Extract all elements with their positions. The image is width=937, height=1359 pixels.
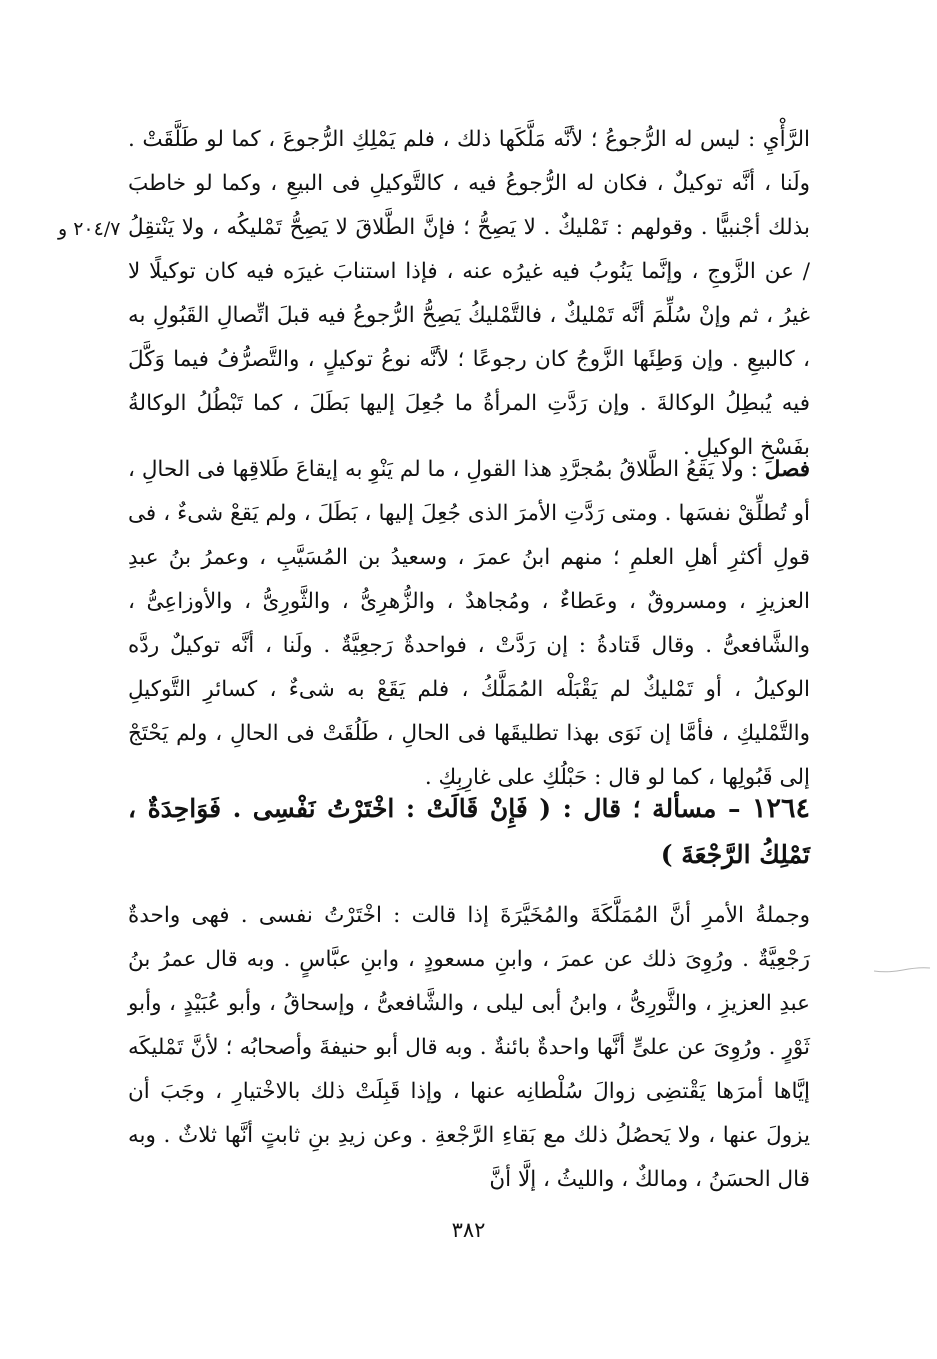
- paragraph-3: [128, 894, 810, 1202]
- margin-reference: ٢٠٤/٧ و: [58, 218, 121, 240]
- scan-artifact-mark: [873, 966, 931, 974]
- page-number: ٣٨٢: [451, 1218, 486, 1242]
- paragraph-2-text: : ولا يَقعُ الطَّلاقُ بمُجرَّدِ هذا القولِ ، ما لم يَنْوِ به إيقاعَ طَلاقِها فى الحالِ ، أو تُطلِّقْ نفسَها . ومتى رَدَّتِ الأمرَ الذى جُعِلَ إليها ، بَطَلَ ، ولم يَقعْ شىءٌ ، فى قولِ أكثرِ أهلِ العلمِ ؛ منهم ابنُ عمرَ ، وسعيدُ بن المُسَيَّبِ ، وعمرُ بنُ عبدِ العزيزِ ، ومسروقٌ ، وعَطاءٌ ، ومُجاهدٌ ، والزُّهرِىُّ ، والثَّورِىُّ ، والأوزاعِىُّ ، والشَّافعىُّ . وقال قَتادةُ : إن رَدَّتْ ، فواحدةٌ رَجعِيَّةٌ . ولَنا ، أنَّه توكيلٌ ردَّه الوكيلُ ، أو تَمْليكٌ لم يَقْبَلْه المُمَلَّكُ ، فلم يَقَعْ به شىءٌ ، كسائرِ التَّوكيلِ والتَّمْليكِ ، فأمَّا إن نَوَى بهذا تطليقَها فى الحالِ ، طَلُقَتْ فى الحالِ ، ولم يَحْتَجْ إلى قَبُولِها ، كما لو قال : حَبْلُكِ على غارِبِكِ .: [128, 457, 810, 790]
- section-label: فصل: [764, 457, 810, 482]
- paragraph-1: [128, 118, 810, 470]
- paragraph-1-text: الرَّأْيِ : ليس له الرُّجوعُ ؛ لأنَّه مَلَّكَها ذلك ، فلم يَمْلِكِ الرُّجوعَ ، كما لو طَلَّقَتْ . ولَنا ، أنَّه توكيلٌ ، فكان له الرُّجوعُ فيه ، كالتَّوكيلِ فى البيعِ ، وكما لو خاطبَ بذلك أجْنبيًّا . وقولهم : تَمْليكٌ . لا يَصِحُّ ؛ فإنَّ الطَّلاقَ لا يَصِحُّ تَمْليكُه ، ولا يَنْتقِلُ / عن الزَّوجِ ، وإنَّما يَنُوبُ فيه غيرُه عنه ، فإذا استنابَ غيرَه فيه كان توكيلًا لا غيرُ ، ثم وإنْ سُلِّمَ أنَّه تَمْليكٌ ، فالتَّمْليكُ يَصِحُّ الرُّجوعُ فيه قبلَ اتِّصالِ القَبُولِ به ، كالبيعِ . وإن وَطِئَها الزَّوجُ كان رجوعًا ؛ لأنَّه نوعُ توكيلٍ ، والتَّصرُّفُ فيما وَكَّلَ فيه يُبطِلُ الوكالةَ . وإن رَدَّتِ المرأةُ ما جُعِلَ إليها بَطَلَ ، كما تَبْطُلُ الوكالةُ بفَسْخِ الوكيلِ .: [128, 127, 810, 460]
- masala-heading-text: – مسألة ؛ قال : ( فَإِنْ قَالَتْ : اخْتَرْتُ نَفْسِى . فَوَاحِدَةٌ ، تَمْلِكُ الرَّجْعَةَ ): [128, 794, 810, 869]
- paragraph-2: [128, 448, 810, 800]
- masala-heading: [128, 786, 810, 878]
- paragraph-2-body: [128, 448, 810, 800]
- masala-number: ١٢٦٤: [751, 793, 810, 824]
- paragraph-3-text: وجملةُ الأمرِ أنَّ المُمَلَّكَةَ والمُخَيَّرَةَ إذا قالت : اخْتَرْتُ نفسى . فهى واحدةٌ رَجْعِيَّةٌ . ورُوِىَ ذلك عن عمرَ ، وابنِ مسعودٍ ، وابنِ عبَّاسٍ . وبه قال عمرُ بنُ عبدِ العزيزِ ، والثَّورِىُّ ، وابنُ أبى ليلى ، والشَّافعىُّ ، وإسحاقُ ، وأبو عُبَيْدٍ ، وأبو ثَوْرٍ . ورُوِىَ عن علىٍّ أنَّها واحدةٌ بائنةٌ . وبه قال أبو حنيفةَ وأصحابُه ؛ لأنَّ تَمْليكَه إيَّاها أمرَها يَقْتضِى زوالَ سُلْطانِه عنها ، وإذا قَبِلَتْ ذلك بالاخْتيارِ ، وجَبَ أن يزولَ عنها ، ولا يَحصُلُ ذلك مع بَقاءِ الرَّجْعةِ . وعن زيدِ بنِ ثابتٍ أنَّها ثلاثٌ . وبه قال الحسَنُ ، ومالكٌ ، والليثُ ، إلَّا أنَّ: [128, 903, 810, 1192]
- masala-heading-body: [128, 786, 810, 878]
